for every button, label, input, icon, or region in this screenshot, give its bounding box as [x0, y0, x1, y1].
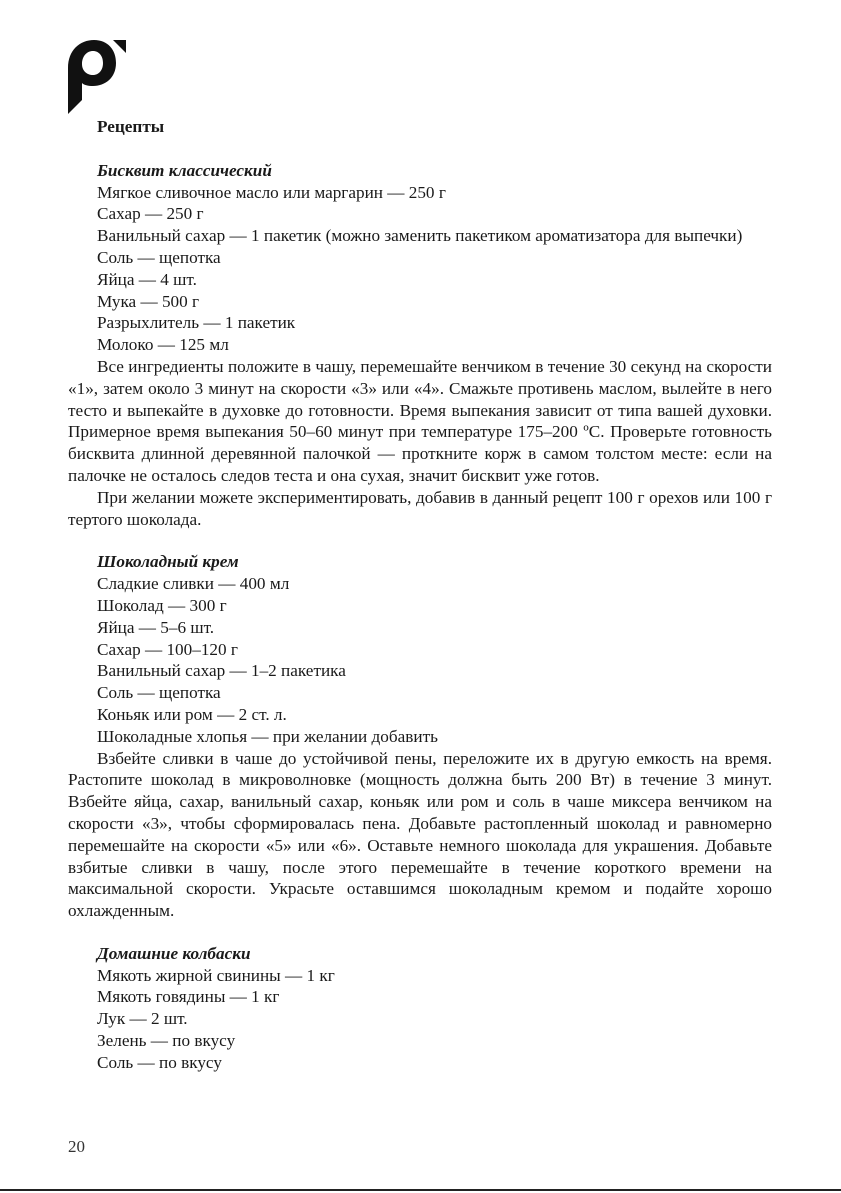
ingredient-line: Яйца — 4 шт. — [97, 269, 197, 289]
ingredient-line: Молоко — 125 мл — [97, 335, 229, 355]
ingredient-line: Яйца — 5–6 шт. — [97, 617, 215, 637]
instruction-paragraph: Взбейте сливки в чаше до устойчивой пены, переложите их в другую емкость на время. Растопите шоколад в микроволновке (мощность должна быть 200 Вт) в течение 3 минут. Взбейте яйца, сахар, ванильный сахар, коньяк или ром и соль в чаше миксера венчиком на скорости «3», чтобы сформировалась пена. Добавьте растопленный шоколад и равномерно перемешайте на скорости «5» или «6». Оставьте немного шоколада для украшения. Добавьте взбитые сливки в чашу, после этого перемешайте в течение короткого времени на максимальной скорости. Украсьте оставшимся шоколадным кремом и подайте хорошо охлажденным. — [68, 748, 772, 921]
ingredient-line: Соль — по вкусу — [97, 1052, 222, 1072]
page-heading: Рецепты — [97, 117, 165, 136]
ingredient-line: Соль — щепотка — [97, 247, 221, 267]
recipe-section — [68, 160, 772, 531]
ingredient-line: Мякоть жирной свинины — 1 кг — [97, 965, 335, 985]
ingredient-line: Мягкое сливочное масло или маргарин — 250 г — [97, 182, 446, 202]
ingredient-line: Сахар — 100–120 г — [97, 639, 238, 659]
ingredient-line: Лук — 2 шт. — [97, 1009, 188, 1029]
instruction-paragraph: При желании можете экспериментировать, добавив в данный рецепт 100 г орехов или 100 г тертого шоколада. — [68, 487, 772, 529]
ingredient-line: Разрыхлитель — 1 пакетик — [97, 313, 296, 333]
ingredient-line: Соль — щепотка — [97, 683, 221, 703]
ingredient-line: Шоколад — 300 г — [97, 595, 227, 615]
recipe-title: Шоколадный крем — [97, 552, 239, 572]
ingredient-line: Сахар — 250 г — [97, 204, 204, 224]
instruction-paragraph: Все ингредиенты положите в чашу, перемешайте венчиком в течение 30 секунд на скорости «1», затем около 3 минут на скорости «3» или «4». Смажьте противень маслом, вылейте в него тесто и выпекайте в духовке до готовности. Время выпекания зависит от типа вашей духовки. Примерное время выпекания 50–60 минут при температуре 175–200 ºС. Проверьте готовность бисквита длинной деревянной палочкой — проткните корж в самом толстом месте: если на палочке не осталось следов теста и она сухая, значит бисквит уже готов. — [68, 356, 772, 485]
page-number: 20 — [68, 1137, 85, 1156]
recipe-section — [68, 551, 772, 922]
bottom-divider — [0, 1189, 841, 1191]
page-content — [68, 116, 772, 1095]
recipe-title: Домашние колбаски — [97, 943, 251, 963]
ingredient-line: Ванильный сахар — 1–2 пакетика — [97, 661, 346, 681]
ingredient-line: Ванильный сахар — 1 пакетик (можно заменить пакетиком ароматизатора для выпечки) — [97, 226, 743, 246]
ingredient-line: Сладкие сливки — 400 мл — [97, 574, 290, 594]
ingredient-line: Мякоть говядины — 1 кг — [97, 987, 280, 1007]
ingredient-line: Зелень — по вкусу — [97, 1031, 236, 1051]
ingredient-line: Шоколадные хлопья — при желании добавить — [97, 726, 438, 746]
brand-logo-icon — [66, 38, 128, 114]
recipe-title: Бисквит классический — [97, 160, 272, 180]
recipe-section — [68, 943, 772, 1074]
ingredient-line: Коньяк или ром — 2 ст. л. — [97, 704, 287, 724]
ingredient-line: Мука — 500 г — [97, 291, 200, 311]
